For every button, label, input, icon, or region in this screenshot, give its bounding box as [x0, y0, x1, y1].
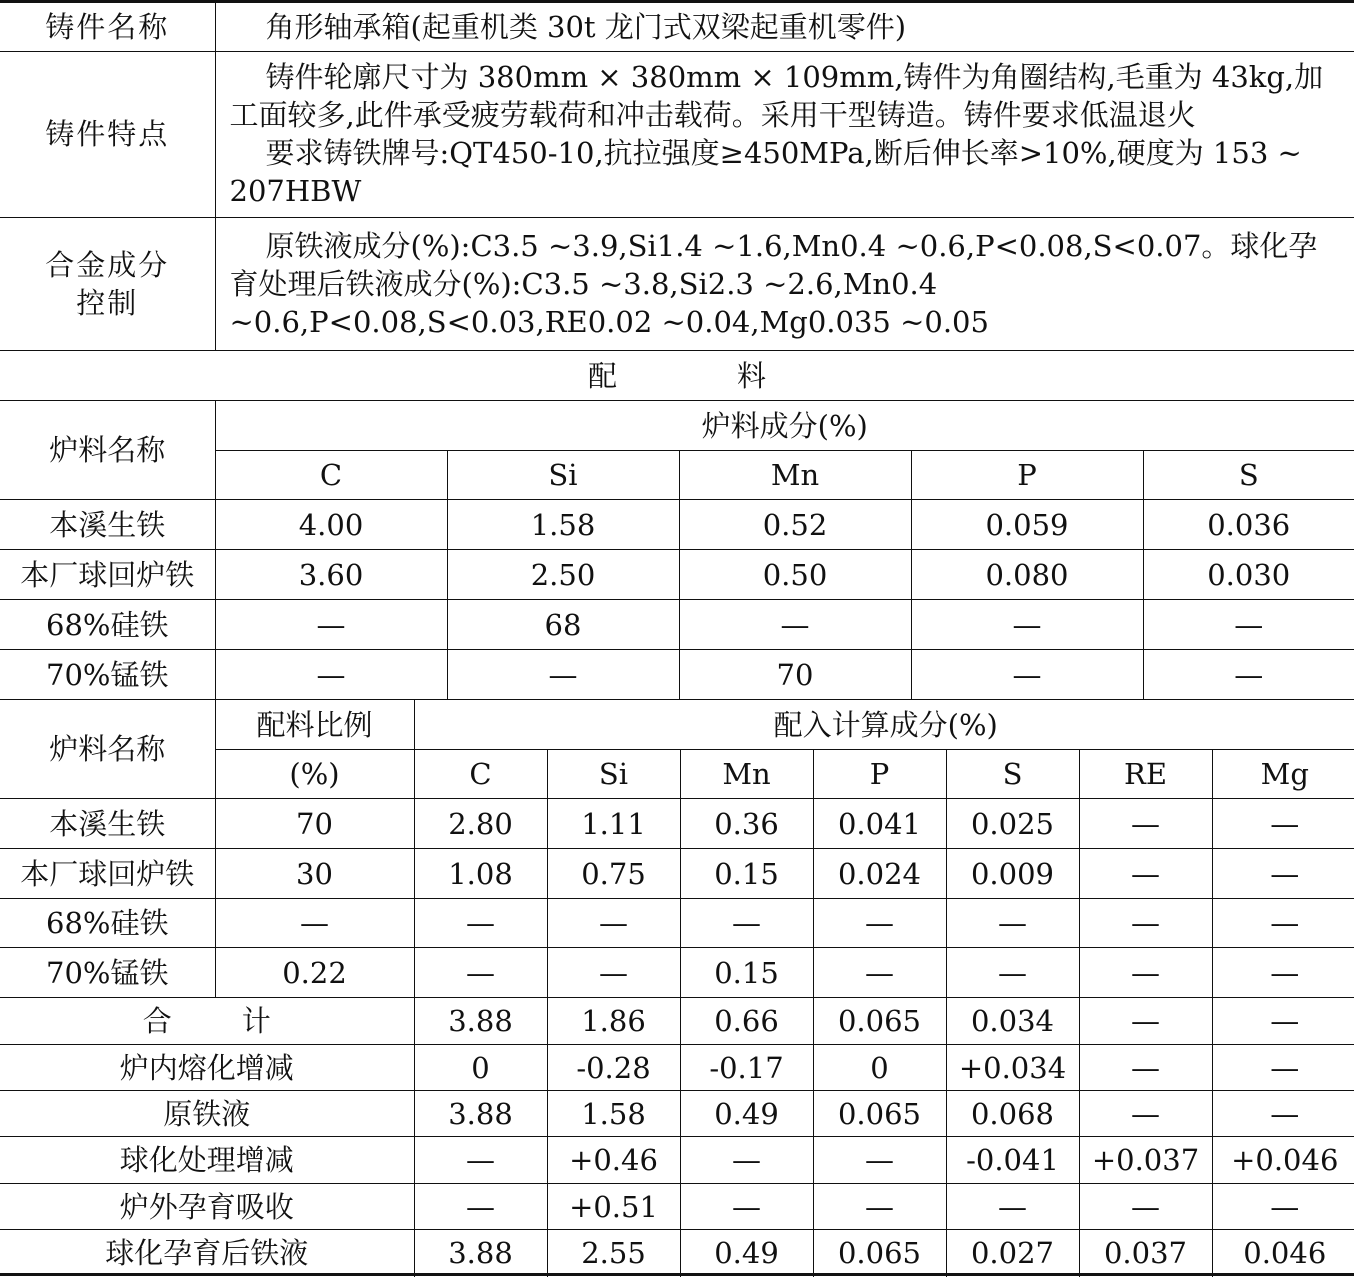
calc-cell: 0.15 — [680, 948, 813, 998]
summary-cell: 0.027 — [946, 1230, 1079, 1277]
calculated-composition-table — [0, 699, 1354, 1277]
charge-cell: 0.52 — [679, 500, 911, 550]
alloy-control-row — [0, 217, 1354, 350]
summary-cell: 0.065 — [813, 1091, 946, 1137]
calc-col-header: S — [946, 750, 1079, 799]
calc-cell: — — [1079, 799, 1212, 849]
charge-cell: 4.00 — [215, 500, 447, 550]
summary-cell: -0.28 — [547, 1045, 680, 1091]
charge-header-row — [0, 401, 1354, 451]
charge-row — [0, 600, 1354, 650]
charge-col-header: S — [1143, 451, 1354, 500]
calc-cell: 0.36 — [680, 799, 813, 849]
total-label-b: 计 — [241, 1004, 271, 1038]
calc-ratio-cell: 30 — [215, 849, 414, 899]
summary-cell: +0.037 — [1079, 1137, 1212, 1184]
charge-cell: — — [679, 600, 911, 650]
charge-cell: — — [911, 650, 1143, 700]
summary-cell: 0 — [813, 1045, 946, 1091]
calc-ratio-cell: — — [215, 899, 414, 948]
summary-row — [0, 1045, 1354, 1091]
summary-cell: — — [813, 1137, 946, 1184]
casting-features-text-2: 要求铸铁牌号:QT450-10,抗拉强度≥450MPa,断后伸长率>10%,硬度为 153 ~ 207HBW — [229, 136, 1302, 208]
mix-title-b: 料 — [737, 358, 767, 393]
summary-row-name: 炉外孕育吸收 — [0, 1184, 414, 1230]
summary-cell: 0.49 — [680, 1230, 813, 1277]
calc-ratio-unit: (%) — [215, 750, 414, 799]
calc-col-header: Si — [547, 750, 680, 799]
casting-name-label: 铸件名称 — [0, 3, 215, 51]
summary-cell: — — [680, 1184, 813, 1230]
total-cell: — — [1079, 998, 1212, 1045]
total-cell: 3.88 — [414, 998, 547, 1045]
total-label-a: 合 — [142, 1004, 172, 1038]
calc-cell: — — [946, 899, 1079, 948]
alloy-control-text: 原铁液成分(%):C3.5 ~3.9,Si1.4 ~1.6,Mn0.4 ~0.6,P<0.08,S<0.07。球化孕育处理后铁液成分(%):C3.5 ~3.8,Si2.3 ~2.6,Mn0.4 ~0.6,P<0.08,S<0.03,RE0.02 ~0.04,Mg0.035 ~0.05 — [229, 228, 1318, 339]
charge-cell: — — [447, 650, 679, 700]
summary-cell: 2.55 — [547, 1230, 680, 1277]
calc-row-name: 本厂球回炉铁 — [0, 849, 215, 899]
summary-cell: — — [1212, 1045, 1354, 1091]
summary-cell: 0.037 — [1079, 1230, 1212, 1277]
summary-row-name: 炉内熔化增减 — [0, 1045, 414, 1091]
calc-row — [0, 799, 1354, 849]
charge-col-header: Mn — [679, 451, 911, 500]
summary-cell: — — [1079, 1091, 1212, 1137]
charge-group-header: 炉料成分(%) — [215, 401, 1354, 451]
summary-cell: +0.034 — [946, 1045, 1079, 1091]
calc-ratio-cell: 70 — [215, 799, 414, 849]
calc-cell: 1.08 — [414, 849, 547, 899]
mix-title-row — [0, 351, 1354, 401]
summary-row — [0, 1184, 1354, 1230]
charge-row-name: 68%硅铁 — [0, 600, 215, 650]
calc-row-name: 68%硅铁 — [0, 899, 215, 948]
calc-name-header: 炉料名称 — [0, 700, 215, 799]
calc-cell: 0.041 — [813, 799, 946, 849]
charge-cell: 0.080 — [911, 550, 1143, 600]
charge-row — [0, 650, 1354, 700]
summary-row-name: 球化处理增减 — [0, 1137, 414, 1184]
summary-cell: +0.51 — [547, 1184, 680, 1230]
calc-cell: — — [1079, 899, 1212, 948]
total-cell: 1.86 — [547, 998, 680, 1045]
calc-cell: 0.024 — [813, 849, 946, 899]
calc-col-header: C — [414, 750, 547, 799]
casting-name-value: 角形轴承箱(起重机类 30t 龙门式双梁起重机零件) — [265, 9, 907, 44]
summary-cell: 0.065 — [813, 1230, 946, 1277]
charge-cell: 0.036 — [1143, 500, 1354, 550]
calc-cell: — — [547, 948, 680, 998]
mix-title-a: 配 — [587, 358, 617, 393]
calc-cell: — — [946, 948, 1079, 998]
summary-row-name: 原铁液 — [0, 1091, 414, 1137]
charge-cell: 0.50 — [679, 550, 911, 600]
calc-col-header: Mg — [1212, 750, 1354, 799]
calc-row — [0, 849, 1354, 899]
charge-cell: — — [1143, 600, 1354, 650]
summary-cell: — — [680, 1137, 813, 1184]
casting-info-table — [0, 3, 1354, 351]
total-cell: 0.065 — [813, 998, 946, 1045]
calc-cell: — — [1212, 948, 1354, 998]
summary-cell: -0.041 — [946, 1137, 1079, 1184]
calc-row — [0, 948, 1354, 998]
calc-cell: 2.80 — [414, 799, 547, 849]
charge-cell: 68 — [447, 600, 679, 650]
summary-cell: 0 — [414, 1045, 547, 1091]
charge-row — [0, 500, 1354, 550]
charge-cell: — — [1143, 650, 1354, 700]
charge-cell: — — [215, 650, 447, 700]
charge-composition-table — [0, 350, 1354, 700]
calc-cell: — — [1212, 849, 1354, 899]
charge-cell: 2.50 — [447, 550, 679, 600]
summary-cell: 3.88 — [414, 1230, 547, 1277]
charge-cell: 0.030 — [1143, 550, 1354, 600]
calc-cell: — — [414, 899, 547, 948]
calc-cell: — — [680, 899, 813, 948]
casting-features-label: 铸件特点 — [0, 51, 215, 217]
summary-cell: 0.046 — [1212, 1230, 1354, 1277]
calc-cell: — — [813, 899, 946, 948]
total-row — [0, 998, 1354, 1045]
charge-col-header: P — [911, 451, 1143, 500]
summary-cell: — — [1079, 1184, 1212, 1230]
calc-col-header: P — [813, 750, 946, 799]
summary-row — [0, 1230, 1354, 1277]
summary-row — [0, 1137, 1354, 1184]
summary-cell: — — [1212, 1091, 1354, 1137]
summary-cell: +0.46 — [547, 1137, 680, 1184]
charge-name-header: 炉料名称 — [0, 401, 215, 500]
calc-cell: 0.025 — [946, 799, 1079, 849]
alloy-control-label-1: 合金成分 — [45, 247, 170, 282]
calc-row — [0, 899, 1354, 948]
calc-cell: 0.15 — [680, 849, 813, 899]
calc-cell: — — [547, 899, 680, 948]
charge-cell: 0.059 — [911, 500, 1143, 550]
summary-cell: — — [946, 1184, 1079, 1230]
summary-cell: — — [813, 1184, 946, 1230]
total-cell: 0.034 — [946, 998, 1079, 1045]
charge-row-name: 本溪生铁 — [0, 500, 215, 550]
casting-name-row — [0, 3, 1354, 51]
summary-cell: 3.88 — [414, 1091, 547, 1137]
charge-cell: — — [215, 600, 447, 650]
calc-cell: 0.009 — [946, 849, 1079, 899]
summary-cell: — — [1212, 1184, 1354, 1230]
charge-col-header: Si — [447, 451, 679, 500]
calc-cell: — — [1212, 899, 1354, 948]
summary-cell: 0.49 — [680, 1091, 813, 1137]
summary-row — [0, 1091, 1354, 1137]
summary-cell: — — [414, 1137, 547, 1184]
summary-cell: 1.58 — [547, 1091, 680, 1137]
calc-ratio-cell: 0.22 — [215, 948, 414, 998]
total-cell: 0.66 — [680, 998, 813, 1045]
summary-cell: — — [414, 1184, 547, 1230]
summary-cell: — — [1079, 1045, 1212, 1091]
calc-cell: — — [1079, 948, 1212, 998]
calc-cell: — — [414, 948, 547, 998]
summary-cell: -0.17 — [680, 1045, 813, 1091]
charge-row — [0, 550, 1354, 600]
total-cell: — — [1212, 998, 1354, 1045]
summary-cell: +0.046 — [1212, 1137, 1354, 1184]
summary-cell: 0.068 — [946, 1091, 1079, 1137]
charge-col-header: C — [215, 451, 447, 500]
alloy-control-label-2: 控制 — [76, 285, 139, 320]
charge-cell: 3.60 — [215, 550, 447, 600]
calc-group-header: 配入计算成分(%) — [414, 700, 1354, 750]
calc-row-name: 本溪生铁 — [0, 799, 215, 849]
summary-row-name: 球化孕育后铁液 — [0, 1230, 414, 1277]
calc-header-row — [0, 700, 1354, 750]
casting-features-text-1: 铸件轮廓尺寸为 380mm × 380mm × 109mm,铸件为角圈结构,毛重为 43kg,加工面较多,此件承受疲劳载荷和冲击载荷。采用干型铸造。铸件要求低温退火 — [229, 60, 1324, 132]
calc-cell: 1.11 — [547, 799, 680, 849]
calc-cell: — — [1079, 849, 1212, 899]
charge-cell: 1.58 — [447, 500, 679, 550]
calc-cell: 0.75 — [547, 849, 680, 899]
charge-row-name: 70%锰铁 — [0, 650, 215, 700]
charge-cell: 70 — [679, 650, 911, 700]
charge-row-name: 本厂球回炉铁 — [0, 550, 215, 600]
charge-cell: — — [911, 600, 1143, 650]
casting-features-row — [0, 51, 1354, 217]
calc-row-name: 70%锰铁 — [0, 948, 215, 998]
calc-col-header: RE — [1079, 750, 1212, 799]
calc-col-header: Mn — [680, 750, 813, 799]
calc-ratio-header: 配料比例 — [215, 700, 414, 750]
calc-cell: — — [813, 948, 946, 998]
calc-cell: — — [1212, 799, 1354, 849]
